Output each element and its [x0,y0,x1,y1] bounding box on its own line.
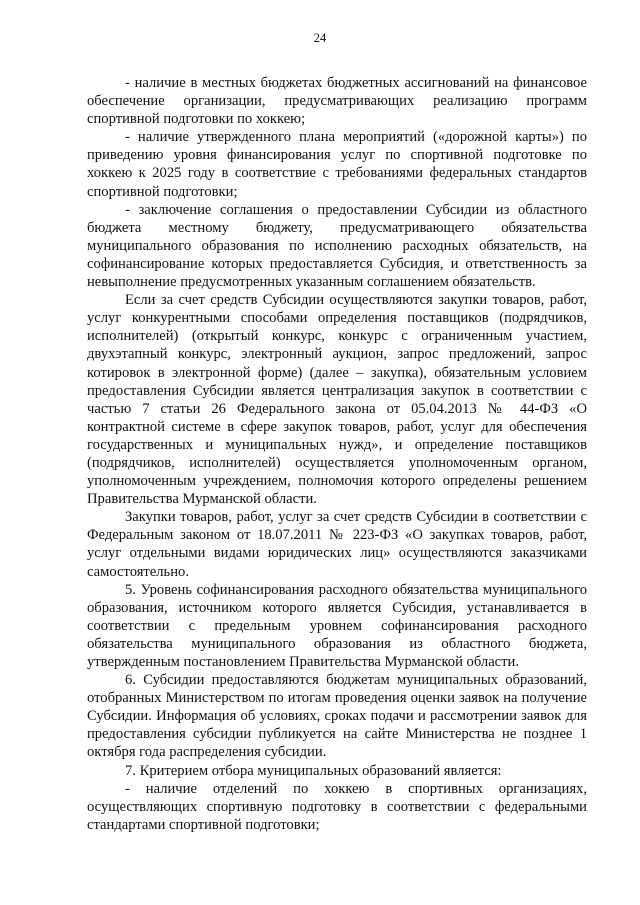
paragraph-procurement-223fz: Закупки товаров, работ, услуг за счет средств Субсидии в соответствии с Федеральным законом от 18.07.2011 № 223-ФЗ «О закупках товаров, работ, услуг отдельными видами юридических лиц» осуществляются заказчиками самостоятельно. [87,509,587,580]
paragraph-procurement-centralization: Если за счет средств Субсидии осуществляются закупки товаров, работ, услуг конкурентными способами определения поставщиков (подрядчиков, исполнителей) (открытый конкурс, конкурс с ограниченным участием, двухэтапный конкурс, электронный аукцион, запрос предложений, запрос котировок в электронной форме) (далее – закупка), обязательным условием предоставления Субсидии является централизация закупок в соответствии с частью 7 статьи 26 Федерального закона от 05.04.2013 № 44-ФЗ «О контрактной системе в сфере закупок товаров, работ, услуг для обеспечения государственных и муниципальных нужд», и определение поставщиков (подрядчиков, исполнителей) осуществляется уполномоченным органом, уполномоченным учреждением, полномочия которого определены решением Правительства Мурманской области. [87,292,587,508]
paragraph-item-7-criterion: 7. Критерием отбора муниципальных образований является: [125,762,502,779]
paragraph-item-6-selection: 6. Субсидии предоставляются бюджетам муниципальных образований, отобранных Министерством по итогам проведения оценки заявок на получение Субсидии. Информация об условиях, сроках подачи и рассмотрении заявок для предоставления субсидии публикуется на сайте Министерства не позднее 1 октября года распределения субсидии. [87,672,587,761]
paragraph-hockey-departments: - наличие отделений по хоккею в спортивных организациях, осуществляющих спортивную подготовку в соответствии с федеральными стандартами спортивной подготовки; [87,780,587,833]
page-number: 24 [313,31,327,45]
document-body [87,74,587,834]
paragraph-budget-allocations: - наличие в местных бюджетах бюджетных ассигнований на финансовое обеспечение организации, предусматривающих реализацию программ спортивной подготовки по хоккею; [87,75,587,128]
paragraph-item-5-cofinancing: 5. Уровень софинансирования расходного обязательства муниципального образования, источником которого является Субсидия, устанавливается в соответствии с предельным уровнем софинансирования расходного обязательства муниципального образования из областного бюджета, утвержденным постановлением Правительства Мурманской области. [87,581,587,670]
paragraph-roadmap: - наличие утвержденного плана мероприятий («дорожной карты») по приведению уровня финансирования услуг по спортивной подготовке по хоккею к 2025 году в соответствие с требованиями федеральных стандартов спортивной подготовки; [87,129,587,200]
paragraph-subsidy-agreement: - заключение соглашения о предоставлении Субсидии из областного бюджета местному бюджету, предусматривающего обязательства муниципального образования по исполнению расходных обязательств, на софинансирование которых предоставляется Субсидия, и ответственность за невыполнение предусмотренных указанным соглашением обязательств. [87,201,587,291]
